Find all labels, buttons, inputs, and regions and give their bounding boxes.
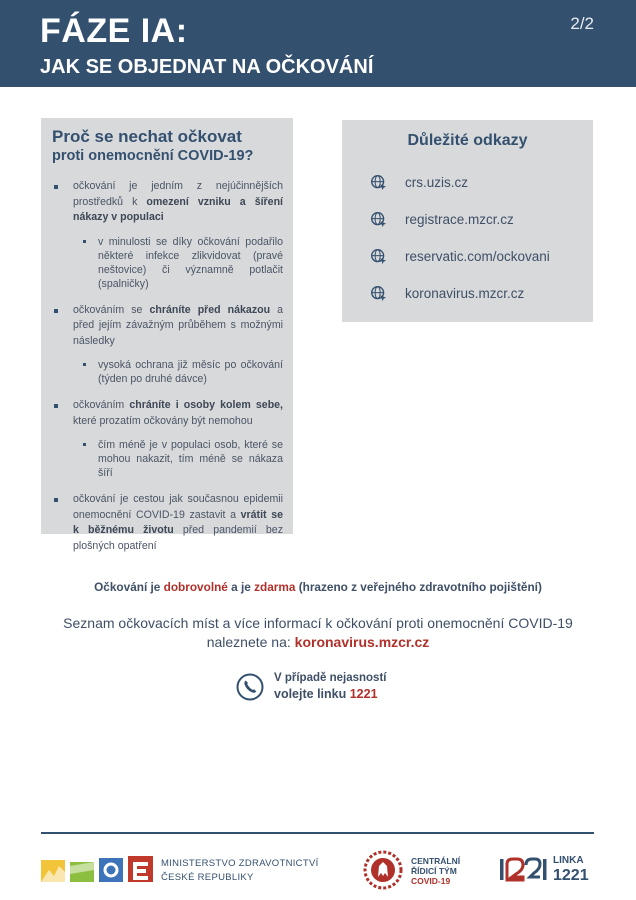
why-vaccinate-box: [41, 118, 293, 552]
header-banner: [0, 0, 636, 87]
voluntary-notice: Očkování je dobrovolné a je zdarma (hrazeno z veřejného zdravotního pojištění): [94, 580, 542, 594]
helpline-callout: [236, 669, 436, 709]
link-label[interactable]: koronavirus.mzcr.cz: [405, 286, 525, 301]
helpline-number: 1221: [349, 687, 378, 701]
dot-bullet-icon: [83, 443, 86, 446]
footer-divider: [41, 832, 594, 834]
phone-icon: [236, 673, 264, 701]
bullet-item: očkování je jedním z nejúčinnějších prostředků k omezení vzniku a šíření nákazy v populaci: [52, 179, 283, 226]
link-registrace[interactable]: [342, 201, 593, 238]
link-crs[interactable]: [342, 164, 593, 201]
link-label[interactable]: registrace.mzcr.cz: [405, 212, 514, 227]
square-bullet-icon: [54, 404, 58, 408]
bullet-item: očkováním chráníte i osoby kolem sebe, které prozatím očkovány být nemohou: [52, 398, 283, 429]
link-koronavirus[interactable]: [342, 275, 593, 312]
sub-bullet-item: vysoká ochrana již měsíc po očkování (týden po druhé dávce): [83, 358, 283, 386]
dot-bullet-icon: [83, 363, 86, 366]
ministry-text: MINISTERSTVO ZDRAVOTNICTVÍ ČESKÉ REPUBLIKY: [161, 858, 319, 883]
page-title: FÁZE IA:: [40, 12, 188, 50]
sub-bullet-item: v minulosti se díky očkování podařilo některé infekce zlikvidovat (pravé neštovice) či významně potlačit (spalničky): [83, 235, 283, 291]
links-box-title: Důležité odkazy: [407, 132, 528, 149]
globe-cursor-icon: [370, 211, 387, 228]
why-box-title: Proč se nechat očkovat: [52, 127, 242, 146]
footer-logos: [41, 850, 594, 890]
sub-bullet-item: čím méně je v populaci osob, které se mohou nakazit, tím méně se nákaza šíří: [83, 438, 283, 480]
bullet-item: očkováním se chráníte před nákazou a před jejím závažným průběhem s možnými následky: [52, 303, 283, 350]
why-box-subtitle: proti onemocnění COVID-19?: [52, 148, 254, 164]
globe-cursor-icon: [370, 174, 387, 191]
page-number: 2/2: [570, 14, 594, 33]
page-subtitle: JAK SE OBJEDNAT NA OČKOVÁNÍ: [40, 56, 374, 78]
dot-bullet-icon: [83, 240, 86, 243]
bullet-item: očkování je cestou jak současnou epidemii onemocnění COVID-19 zastavit a vrátit se k běžnému životu před pandemií bez plošných opatření: [52, 492, 283, 554]
link-reservatic[interactable]: [342, 238, 593, 275]
linka-text: LINKA 1221: [553, 855, 589, 884]
helpline-line2: volejte linku 1221: [274, 687, 378, 701]
info-url-link[interactable]: koronavirus.mzcr.cz: [294, 634, 430, 650]
linka-1221-logo: [499, 856, 547, 882]
link-label[interactable]: reservatic.com/ockovani: [405, 249, 550, 264]
ministry-health-logo: [41, 856, 153, 882]
info-paragraph: Seznam očkovacích míst a více informací k očkování proti onemocnění COVID-19 naleznete na: koronavirus.mzcr.cz: [63, 615, 573, 650]
important-links-box: [342, 120, 593, 322]
square-bullet-icon: [54, 498, 58, 502]
helpline-line1: V případě nejasností: [274, 672, 387, 684]
globe-cursor-icon: [370, 285, 387, 302]
link-label[interactable]: crs.uzis.cz: [405, 175, 469, 190]
square-bullet-icon: [54, 185, 58, 189]
globe-cursor-icon: [370, 248, 387, 265]
square-bullet-icon: [54, 309, 58, 313]
czech-lion-crest-icon: [363, 850, 403, 890]
central-team-text: CENTRÁLNÍ ŘÍDICÍ TÝM COVID-19: [411, 856, 461, 886]
